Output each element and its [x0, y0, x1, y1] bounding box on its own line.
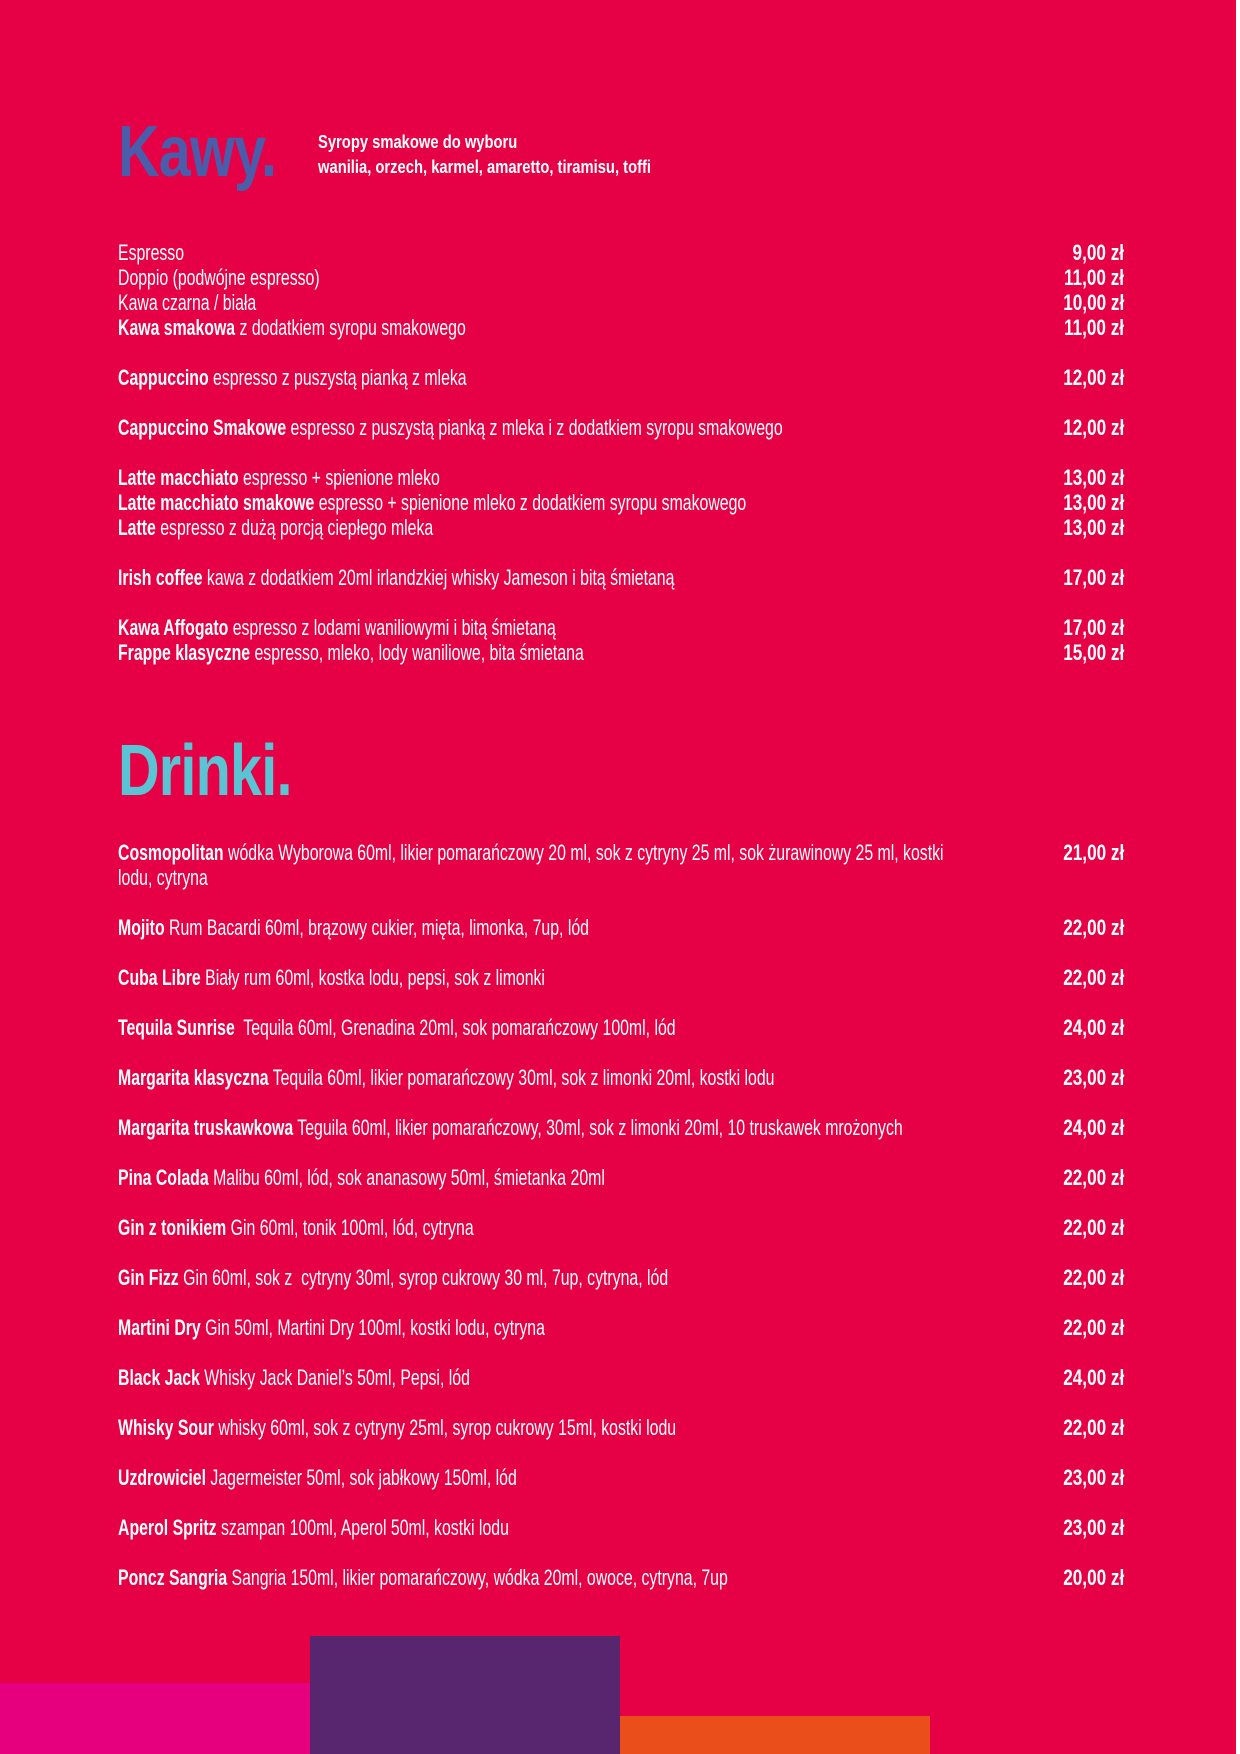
- kawy-item-espresso: [118, 240, 1124, 265]
- item-description: espresso, mleko, lody waniliowe, bita śmietana: [250, 640, 584, 665]
- kawy-item-cappuccino: [118, 365, 1124, 390]
- item-name: Mojito: [118, 915, 165, 940]
- item-price: 22,00 zł: [1062, 1265, 1124, 1290]
- drinki-item-gin-tonik: [118, 1215, 1124, 1240]
- item-description: Kawa czarna / biała: [118, 290, 257, 315]
- item-price: 23,00 zł: [1062, 1065, 1124, 1090]
- item-price: 24,00 zł: [1062, 1015, 1124, 1040]
- item-description: z dodatkiem syropu smakowego: [235, 315, 466, 340]
- item-name: Frappe klasyczne: [118, 640, 251, 665]
- item-price: 15,00 zł: [1062, 640, 1124, 665]
- kawy-item-latte-macchiato-smakowe: [118, 490, 1124, 515]
- item-price: 12,00 zł: [1062, 415, 1124, 440]
- item-description: whisky 60ml, sok z cytryny 25ml, syrop cukrowy 15ml, kostki lodu: [213, 1415, 677, 1440]
- item-price: 13,00 zł: [1062, 490, 1124, 515]
- item-price: 17,00 zł: [1062, 565, 1124, 590]
- drinki-item-poncz-sangria: [118, 1565, 1124, 1590]
- item-name: Black Jack: [118, 1365, 200, 1390]
- drinki-heading: Drinki.: [118, 731, 292, 811]
- kawy-item-doppio: [118, 265, 1124, 290]
- item-description: Jagermeister 50ml, sok jabłkowy 150ml, lód: [206, 1465, 517, 1490]
- item-price: 22,00 zł: [1062, 1165, 1124, 1190]
- item-description: espresso z lodami waniliowymi i bitą śmietaną: [228, 615, 556, 640]
- drinki-item-tequila-sunrise: [118, 1015, 1124, 1040]
- item-description: Sangria 150ml, likier pomarańczowy, wódka 20ml, owoce, cytryna, 7up: [227, 1565, 728, 1590]
- kawy-item-cappuccino-smakowe: [118, 415, 1124, 440]
- drinki-item-whisky-sour: [118, 1415, 1124, 1440]
- item-name: Irish coffee: [118, 565, 203, 590]
- item-price: 22,00 zł: [1062, 1415, 1124, 1440]
- item-name: Martini Dry: [118, 1315, 201, 1340]
- item-price: 13,00 zł: [1062, 515, 1124, 540]
- item-name: Gin Fizz: [118, 1265, 179, 1290]
- item-description: Teguila 60ml, likier pomarańczowy, 30ml, sok z limonki 20ml, 10 truskawek mrożonych: [293, 1115, 903, 1140]
- item-description: szampan 100ml, Aperol 50ml, kostki lodu: [216, 1515, 509, 1540]
- item-name: Cappuccino: [118, 365, 209, 390]
- item-name: Uzdrowiciel: [118, 1465, 207, 1490]
- item-description: espresso + spienione mleko z dodatkiem syropu smakowego: [314, 490, 747, 515]
- item-price: 22,00 zł: [1062, 1315, 1124, 1340]
- item-price: 24,00 zł: [1062, 1115, 1124, 1140]
- drinki-item-mojito: [118, 915, 1124, 940]
- decorative-block-purple: [310, 1636, 620, 1754]
- kawy-item-frappe: [118, 640, 1124, 665]
- item-description: wódka Wyborowa 60ml, likier pomarańczowy 20 ml, sok z cytryny 25 ml, sok żurawinowy 25 ml, kostki lodu, cytryna: [118, 840, 944, 890]
- item-name: Tequila Sunrise: [118, 1015, 235, 1040]
- item-name: Cosmopolitan: [118, 840, 224, 865]
- item-price: 13,00 zł: [1062, 465, 1124, 490]
- kawy-item-kawa-czarna: [118, 290, 1124, 315]
- item-name: Gin z tonikiem: [118, 1215, 227, 1240]
- item-name: Margarita klasyczna: [118, 1065, 269, 1090]
- item-price: 24,00 zł: [1062, 1365, 1124, 1390]
- kawy-menu-list: [118, 240, 1124, 665]
- kawy-item-affogato: [118, 615, 1124, 640]
- item-description: Tequila 60ml, Grenadina 20ml, sok pomarańczowy 100ml, lód: [234, 1015, 676, 1040]
- item-description: Espresso: [118, 240, 185, 265]
- kawy-item-latte-macchiato: [118, 465, 1124, 490]
- item-description: Biały rum 60ml, kostka lodu, pepsi, sok z limonki: [200, 965, 545, 990]
- decorative-block-pink: [0, 1683, 310, 1754]
- item-price: 22,00 zł: [1062, 1215, 1124, 1240]
- item-description: Whisky Jack Daniel’s 50ml, Pepsi, lód: [199, 1365, 470, 1390]
- item-description: espresso + spienione mleko: [238, 465, 440, 490]
- item-description: Tequila 60ml, likier pomarańczowy 30ml, sok z limonki 20ml, kostki lodu: [268, 1065, 775, 1090]
- item-description: espresso z puszystą pianką z mleka i z dodatkiem syropu smakowego: [286, 415, 783, 440]
- drinki-item-margarita-klasyczna: [118, 1065, 1124, 1090]
- syrups-note-line1: Syropy smakowe do wyboru: [318, 132, 518, 152]
- item-name: Latte: [118, 515, 156, 540]
- item-description: Gin 60ml, sok z cytryny 30ml, syrop cukrowy 30 ml, 7up, cytryna, lód: [178, 1265, 669, 1290]
- item-price: 23,00 zł: [1062, 1515, 1124, 1540]
- item-price: 11,00 zł: [1063, 315, 1124, 340]
- item-description: espresso z dużą porcją ciepłego mleka: [155, 515, 434, 540]
- kawy-item-irish-coffee: [118, 565, 1124, 590]
- item-name: Kawa smakowa: [118, 315, 236, 340]
- item-description: kawa z dodatkiem 20ml irlandzkiej whisky Jameson i bitą śmietaną: [202, 565, 675, 590]
- drinki-item-pina-colada: [118, 1165, 1124, 1190]
- item-price: 11,00 zł: [1063, 265, 1124, 290]
- syrups-note-line2: wanilia, orzech, karmel, amaretto, tiramisu, toffi: [318, 157, 652, 177]
- item-price: 17,00 zł: [1062, 615, 1124, 640]
- right-edge-strip: [1236, 0, 1240, 1754]
- item-price: 21,00 zł: [1062, 840, 1124, 865]
- drinki-item-black-jack: [118, 1365, 1124, 1390]
- item-price: 12,00 zł: [1062, 365, 1124, 390]
- kawy-item-latte: [118, 515, 1124, 540]
- item-name: Latte macchiato: [118, 465, 239, 490]
- drinki-item-gin-fizz: [118, 1265, 1124, 1290]
- drinki-item-aperol-spritz: [118, 1515, 1124, 1540]
- drinki-item-cuba-libre: [118, 965, 1124, 990]
- drinki-menu-list: [118, 840, 1124, 1615]
- item-price: 22,00 zł: [1062, 965, 1124, 990]
- item-description: espresso z puszystą pianką z mleka: [208, 365, 467, 390]
- item-price: 23,00 zł: [1062, 1465, 1124, 1490]
- item-description: Malibu 60ml, lód, sok ananasowy 50ml, śmietanka 20ml: [208, 1165, 605, 1190]
- drinki-item-margarita-truskawkowa: [118, 1115, 1124, 1140]
- item-description: Gin 60ml, tonik 100ml, lód, cytryna: [226, 1215, 474, 1240]
- drinki-item-martini-dry: [118, 1315, 1124, 1340]
- item-description: Gin 50ml, Martini Dry 100ml, kostki lodu, cytryna: [200, 1315, 545, 1340]
- item-name: Pina Colada: [118, 1165, 209, 1190]
- item-price: 9,00 zł: [1072, 240, 1124, 265]
- item-price: 10,00 zł: [1062, 290, 1124, 315]
- drinki-item-cosmopolitan: [118, 840, 1124, 890]
- item-name: Poncz Sangria: [118, 1565, 228, 1590]
- item-name: Cappuccino Smakowe: [118, 415, 287, 440]
- kawy-heading: Kawy.: [118, 112, 277, 192]
- item-name: Margarita truskawkowa: [118, 1115, 294, 1140]
- item-name: Latte macchiato smakowe: [118, 490, 315, 515]
- item-price: 20,00 zł: [1062, 1565, 1124, 1590]
- item-name: Aperol Spritz: [118, 1515, 217, 1540]
- decorative-block-orange: [620, 1716, 930, 1754]
- item-name: Kawa Affogato: [118, 615, 229, 640]
- item-description: Rum Bacardi 60ml, brązowy cukier, mięta, limonka, 7up, lód: [164, 915, 589, 940]
- drinki-item-uzdrowiciel: [118, 1465, 1124, 1490]
- kawy-item-kawa-smakowa: [118, 315, 1124, 340]
- item-name: Cuba Libre: [118, 965, 201, 990]
- item-name: Whisky Sour: [118, 1415, 214, 1440]
- item-description: Doppio (podwójne espresso): [118, 265, 320, 290]
- item-price: 22,00 zł: [1062, 915, 1124, 940]
- syrups-note: [318, 130, 651, 180]
